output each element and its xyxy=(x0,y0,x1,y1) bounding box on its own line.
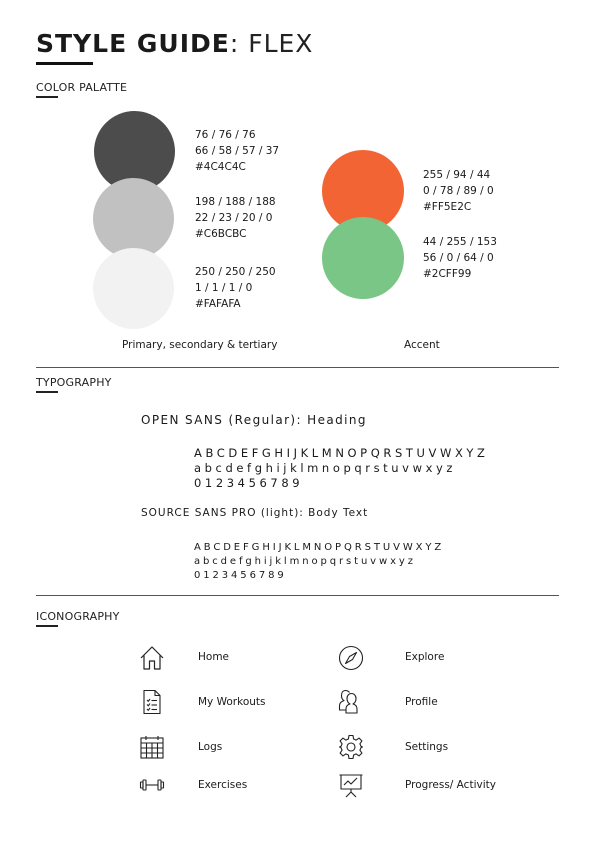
divider xyxy=(36,367,559,368)
color-hex: #FAFAFA xyxy=(195,298,241,310)
icon-label-exercises: Exercises xyxy=(198,779,248,791)
font1-uppercase: ABCDEFGHIJKLMNOPQRSTUVWXYZ xyxy=(194,446,489,460)
color-cmyk: 0 / 78 / 89 / 0 xyxy=(423,185,494,197)
swatch-off-white xyxy=(93,248,174,329)
iconography-underline xyxy=(36,625,58,627)
page-title xyxy=(36,28,313,60)
color-palette-heading: COLOR PALATTE xyxy=(36,81,128,94)
icon-label-progress-activity: Progress/ Activity xyxy=(405,779,496,791)
color-rgb: 198 / 188 / 188 xyxy=(195,196,276,208)
workouts-icon xyxy=(139,689,165,715)
color-hex: #FF5E2C xyxy=(423,201,472,213)
color-hex: #C6BCBC xyxy=(195,228,247,240)
iconography-heading: ICONOGRAPHY xyxy=(36,610,120,623)
color-rgb: 255 / 94 / 44 xyxy=(423,169,491,181)
divider xyxy=(36,595,559,596)
color-rgb: 250 / 250 / 250 xyxy=(195,266,276,278)
font2-specimen xyxy=(194,541,444,583)
title-bold: STYLE GUIDE xyxy=(36,29,230,58)
icon-label-explore: Explore xyxy=(405,651,445,663)
progress-board-icon xyxy=(338,772,364,798)
typography-heading: TYPOGRAPHY xyxy=(36,376,112,389)
accent-caption: Accent xyxy=(404,339,440,351)
home-icon xyxy=(139,645,165,671)
compass-icon xyxy=(338,645,364,671)
color-values-dark-gray xyxy=(195,127,279,175)
gear-icon xyxy=(338,734,364,760)
font1-lowercase: abcdefghijklmnopqrstuvwxyz xyxy=(194,461,457,475)
color-hex: #4C4C4C xyxy=(195,161,246,173)
color-values-green xyxy=(423,234,497,282)
calendar-icon xyxy=(139,734,165,760)
swatch-green xyxy=(322,217,404,299)
title-underline xyxy=(36,62,93,65)
title-light: : FLEX xyxy=(229,29,314,58)
icon-label-logs: Logs xyxy=(198,741,223,753)
font2-digits: 0123456789 xyxy=(194,570,287,581)
color-rgb: 76 / 76 / 76 xyxy=(195,129,256,141)
icon-label-home: Home xyxy=(198,651,230,663)
icon-label-my-workouts: My Workouts xyxy=(198,696,266,708)
color-values-orange xyxy=(423,167,494,215)
swatch-light-gray xyxy=(93,178,174,259)
color-values-light-gray xyxy=(195,194,276,242)
color-cmyk: 66 / 58 / 57 / 37 xyxy=(195,145,280,157)
color-cmyk: 56 / 0 / 64 / 0 xyxy=(423,252,494,264)
font2-uppercase: ABCDEFGHIJKLMNOPQRSTUVWXYZ xyxy=(194,542,445,553)
font2-lowercase: abcdefghijklmnopqrstuvwxyz xyxy=(194,556,416,567)
typography-underline xyxy=(36,391,58,393)
font-name-heading: OPEN SANS (Regular): Heading xyxy=(141,413,367,427)
profile-icon xyxy=(338,689,364,715)
color-hex: #2CFF99 xyxy=(423,268,472,280)
icon-label-settings: Settings xyxy=(405,741,449,753)
font-name-body: SOURCE SANS PRO (light): Body Text xyxy=(141,507,369,519)
color-rgb: 44 / 255 / 153 xyxy=(423,236,497,248)
color-values-off-white xyxy=(195,264,276,312)
icon-label-profile: Profile xyxy=(405,696,438,708)
font1-digits: 0123456789 xyxy=(194,476,304,490)
primary-caption: Primary, secondary & tertiary xyxy=(122,339,278,351)
dumbbell-icon xyxy=(139,772,165,798)
font1-specimen xyxy=(194,446,489,491)
color-cmyk: 22 / 23 / 20 / 0 xyxy=(195,212,273,224)
color-cmyk: 1 / 1 / 1 / 0 xyxy=(195,282,253,294)
color-palette-underline xyxy=(36,96,58,98)
